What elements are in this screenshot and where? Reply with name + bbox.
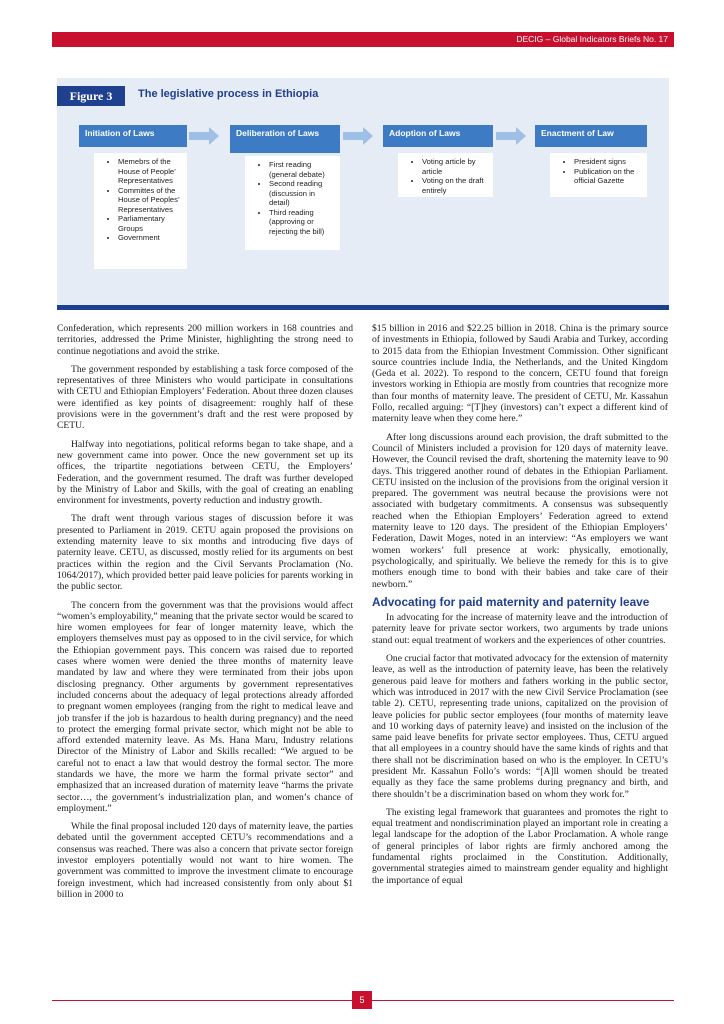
- paragraph: In advocating for the increase of maternity leave and the introduction of paternity leave for private sector workers, two arguments by trade unions stand out: equal treatment of workers and the experiences of other countries.: [372, 612, 668, 646]
- stage-title: Initiation of Laws: [85, 128, 155, 138]
- stage-adoption-body: [398, 153, 493, 197]
- stage-item: • President signs: [574, 157, 643, 167]
- stage-deliberation-header: [230, 125, 340, 153]
- section-heading: Advocating for paid maternity and paternity leave: [372, 594, 650, 609]
- stage-item: • First reading (general debate): [269, 160, 336, 179]
- page-number: 5: [352, 991, 372, 1009]
- header-bar: [52, 32, 674, 47]
- figure-bottom-rule: [57, 305, 669, 310]
- stage-item: • Third reading (approving or rejecting the bill): [269, 208, 336, 237]
- stage-title: Adoption of Laws: [389, 128, 461, 138]
- figure-title: The legislative process in Ethiopia: [138, 88, 319, 100]
- stage-item: • Committes of the House of Peoples’ Representatives: [118, 186, 183, 215]
- stage-enactment-header: [535, 125, 647, 147]
- figure-label: Figure 3: [57, 86, 125, 106]
- paragraph: The draft went through various stages of discussion before it was presented to Parliament in 2019. CETU again proposed the provisions on extending maternity leave to six months and introducing five days of paternity leave. CETU, as discussed, mostly relied for its arguments on best practices within the region and the Civil Servants Proclamation (No. 1064/2017), which provided better paid leave policies for parents working in the public sector.: [57, 513, 353, 593]
- paragraph: $15 billion in 2016 and $22.25 billion in 2018. China is the primary source of investments in Ethiopia, followed by Saudi Arabia and Turkey, according to 2015 data from the Ethiopian Investment Commission. Other significant source countries include India, the Netherlands, and the United Kingdom (Geda et al. 2022). To respond to the concern, CETU found that foreign investors working in Ethiopia are mostly from countries that recognize more than four months of maternity leave. The president of CETU, Mr. Kassahun Follo, recalled arguing: “[T]hey (investors) can’t expect a different kind of maternity leave when they come here.”: [372, 323, 668, 425]
- stage-item: • Voting article by article: [422, 157, 489, 176]
- header-title: DECIG – Global Indicators Briefs No. 17: [516, 34, 668, 44]
- paragraph: After long discussions around each provision, the draft submitted to the Council of Ministers included a provision for 120 days of maternity leave. However, the Council revised the draft, shortening the maternity leave to 90 days. This triggered another round of debates in the Ethiopian Parliament. CETU insisted on the inclusion of the provisions from the original version it prepared. The government was neutral because the provisions were not associated with budgetary commitments. A consensus was subsequently reached when the Ethiopian Employers’ Federation agreed to extend maternity leave to 120 days. The president of the Ethiopian Employers’ Federation, Dawit Moges, noted in an interview: “As employers we want women workers’ full presence at work: physically, emotionally, psychologically, and spiritually. We believe the remedy for this is to give mothers enough time to bond with their babies and take care of their newborn.”: [372, 431, 668, 590]
- stage-adoption-header: [383, 125, 493, 147]
- stage-item: • Government: [118, 233, 183, 243]
- stage-title: Enactment of Law: [541, 128, 614, 138]
- stage-item: • Second reading (discussion in detail): [269, 179, 336, 208]
- stage-initiation-body: [94, 153, 187, 269]
- stage-item: • Publication on the official Gazette: [574, 167, 643, 186]
- stage-initiation-header: [79, 125, 187, 147]
- paragraph: Halfway into negotiations, political reforms began to take shape, and a new government came into power. Once the new government set up its offices, the tripartite negotiations between CETU, the Employers’ Federation, and the government resumed. The draft was further developed by the Ministry of Labor and Skills, with the goal of creating an enabling environment for investments, poverty reduction and industry growth.: [57, 438, 353, 507]
- paragraph: The existing legal framework that guarantees and promotes the right to equal treatment and nondiscrimination played an important role in creating a legal landscape for the adoption of the Labor Proclamation. A whole range of general principles of labor rights are firmly anchored among the fundamental rights proclaimed in the Constitution. Additionally, governmental strategies aimed to mainstream gender equality and highlight the importance of equal: [372, 806, 668, 886]
- paragraph: The government responded by establishing a task force composed of the representatives of three Ministers who would participate in consultations with CETU and Ethiopian Employers’ Federation. About three dozen clauses were identified as key points of disagreement: roughly half of these provisions were in the government’s draft and the rest were proposed by CETU.: [57, 363, 353, 432]
- paragraph: Confederation, which represents 200 million workers in 168 countries and territories, addressed the Prime Minister, highlighting the strong need to continue negotiations and avoid the strike.: [57, 323, 353, 357]
- left-column: [57, 323, 353, 907]
- paragraph: One crucial factor that motivated advocacy for the extension of maternity leave, as well as the introduction of paternity leave, has been the relatively generous paid leave for mothers and fathers working in the public sector, which was introduced in 2017 with the new Civil Service Proclamation (see table 2). CETU, representing trade unions, capitalized on the provision of leave policies for public sector employees (four months of maternity leave and 10 working days of paternity leave) and insisted on the inclusion of the same paid leave benefits for private sector employees. Thus, CETU argued that all employees in a country should have the same kinds of rights and that there shall not be discrimination based on who is the employer. In CETU’s president Mr. Kassahun Follo’s words: “[A]ll women should be treated equally as they face the same problems during pregnancy and birth, and there shouldn’t be a discrimination based on whom they work for.”: [372, 653, 668, 800]
- stage-enactment-body: [550, 153, 647, 197]
- right-column: [372, 323, 668, 893]
- stage-item: • Voting on the draft entirely: [422, 176, 489, 195]
- stage-item: • Parliamentary Groups: [118, 214, 183, 233]
- paragraph: The concern from the government was that the provisions would affect “women’s employability,” meaning that the private sector would be scared to hire women employees for fear of longer maternity leave, which the employers themselves must pay as opposed to in the civil service, for which the Ethiopian government pays. This concern was raised due to reported cases where women were denied the three months of maternity leave mandated by law and where they were terminated from their jobs upon disclosing pregnancy. Other arguments by government representatives included concerns about the adequacy of legal protections already afforded to pregnant women employees (ranging from the right to medical leave and job transfer if the job is hazardous to health during pregnancy) and the need to protect the emerging formal private sector, which might not be able to afford extended maternity leave. As Ms. Hana Maru, Industry relations Director of the Ministry of Labor and Skills recalled: “We argued to be careful not to enact a law that would destroy the formal sector. The more standards we have, the more we harm the formal private sector” and emphasized that an increased duration of maternity leave “harms the private sector…, the government’s industrialization plan, and women’s chance of employment.”: [57, 599, 353, 814]
- stage-title: Deliberation of Laws: [236, 128, 320, 138]
- paragraph: While the final proposal included 120 days of maternity leave, the parties debated until the government accepted CETU’s recommendations and a consensus was reached. There was also a concern that private sector foreign investor employers potentially would not want to hire women. The government was committed to improve the investment climate to encourage foreign investment, which had increased consistently from only about $1 billion in 2000 to: [57, 821, 353, 900]
- stage-deliberation-body: [245, 156, 340, 250]
- stage-item: • Memebrs of the House of People’ Representatives: [118, 157, 183, 186]
